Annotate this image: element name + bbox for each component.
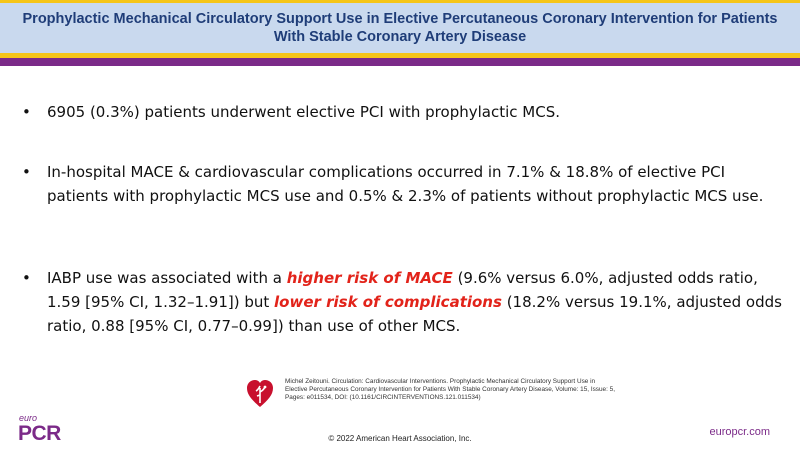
slide-title: Prophylactic Mechanical Circulatory Support Use in Elective Percutaneous Coronary Intervention for Patients With Stable Coronary Artery Disease [22,11,778,45]
bullet-item-3 [22,266,782,338]
europcr-logo [18,414,61,445]
bullet-text-2: In-hospital MACE & cardiovascular complications occurred in 7.1% & 18.8% of elective PCI patients with prophylactic MCS use and 0.5% & 2.3% of patients without prophylactic MCS use. [47,163,764,205]
citation-text: Michel Zeitouni. Circulation: Cardiovascular Interventions. Prophylactic Mechanical Circulatory Support Use in Elective Percutaneous Coronary Intervention for Patients With Stable Coronary Artery Disease, Volume: 15, Issue: 5, Pages: e011534, DOI: (10.1161/CIRCINTERVENTIONS.121.011534) [285,378,615,402]
bullet-item-2 [22,160,782,208]
copyright-notice: © 2022 American Heart Association, Inc. [328,434,472,443]
bullet-3-part-1: IABP use was associated with a [47,269,287,287]
bullet-text-3 [47,266,782,338]
bullet-3-part-3: (18.2% versus 19.1%, adjusted odds ratio, 0.88 [95% CI, 0.77–0.99]) than use of other MCS. [47,293,782,335]
title-banner [0,3,800,53]
bullet-marker: • [22,163,31,181]
purple-stripe [0,58,800,66]
bullet-3-part-2: (9.6% versus 6.0%, adjusted odds ratio, 1.59 [95% CI, 1.32–1.91]) but [47,269,758,311]
highlight-lower-risk-complications: lower risk of complications [274,293,502,311]
bullet-item-1 [22,100,782,124]
american-heart-association-logo-icon [246,378,274,408]
bullet-marker: • [22,269,31,287]
highlight-higher-risk-mace: higher risk of MACE [286,269,453,287]
website-link[interactable]: europcr.com [709,426,770,438]
logo-pcr-text: PCR [18,422,61,445]
bullet-text-1: 6905 (0.3%) patients underwent elective PCI with prophylactic MCS. [47,103,560,121]
bullet-marker: • [22,103,31,121]
logo-euro-text: euro [19,413,38,423]
